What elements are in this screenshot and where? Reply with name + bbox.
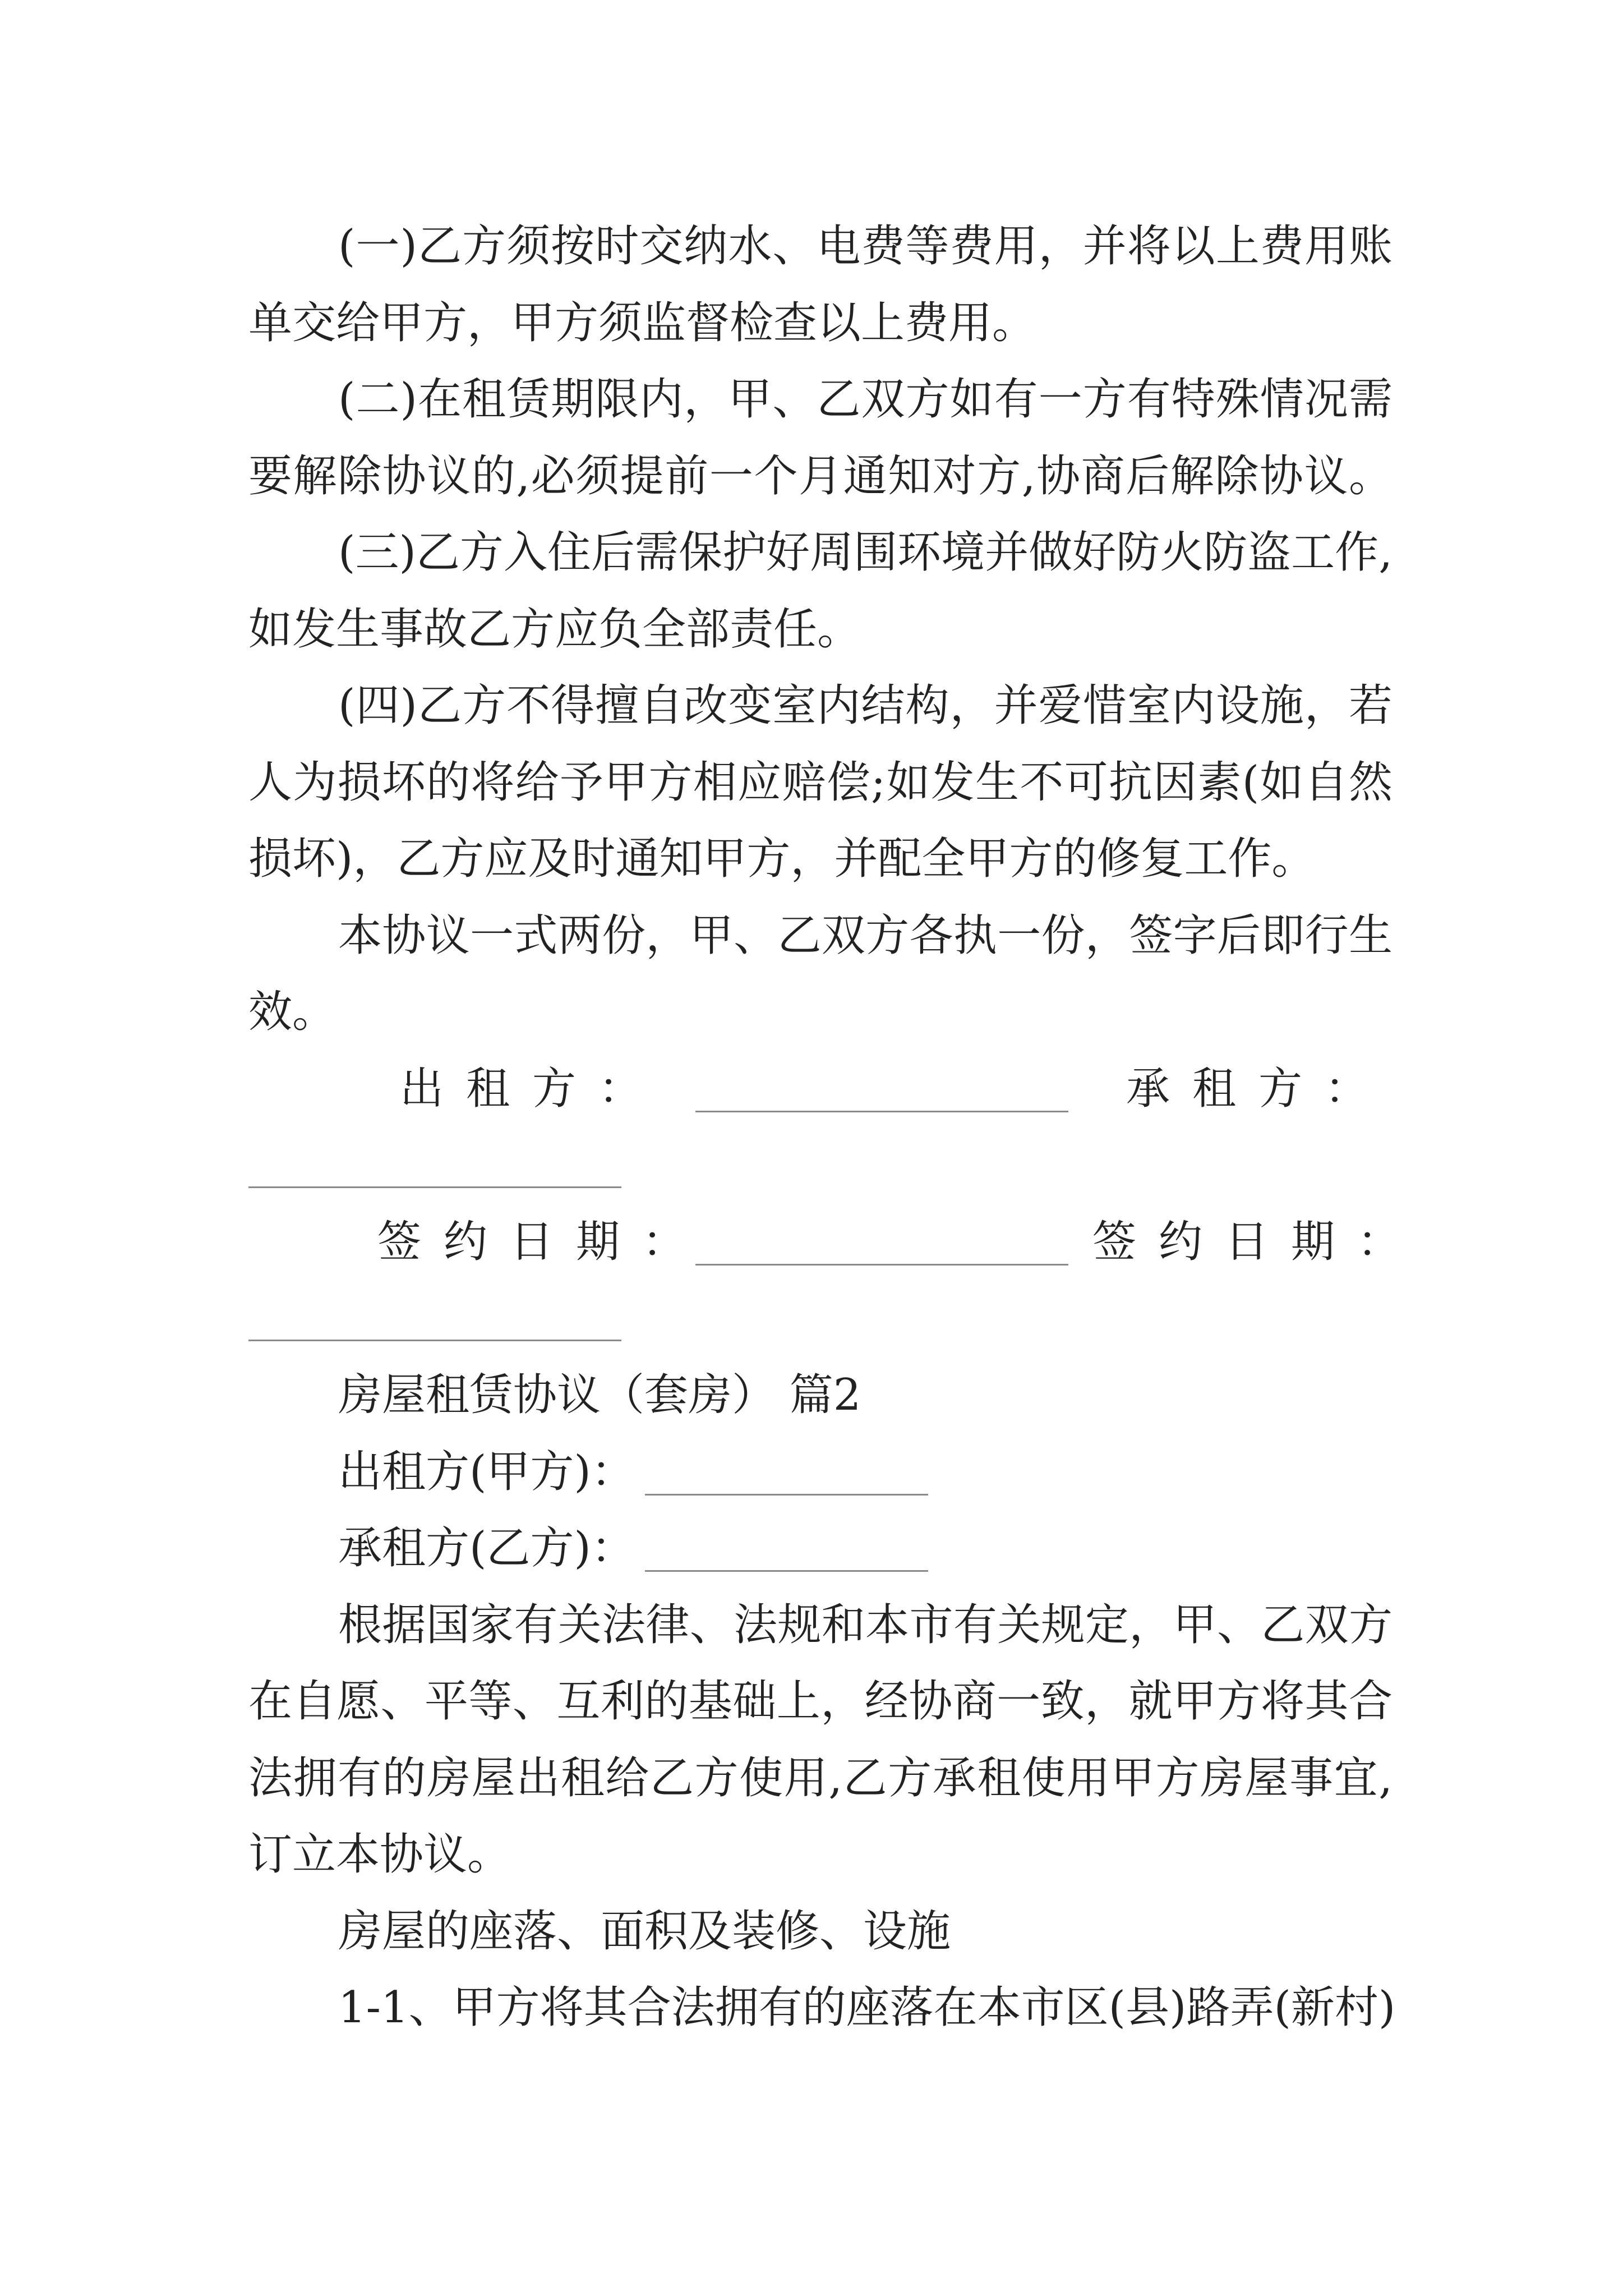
intro-line-4: 订立本协议。 (248, 1829, 511, 1880)
lessor-date-blank (695, 1264, 1068, 1266)
clause-2-line-1: (二)在租赁期限内，甲、乙双方如有一方有特殊情况需 (338, 374, 1393, 425)
lessee-signature-blank (248, 1186, 621, 1188)
party-a-blank (645, 1494, 928, 1496)
intro-line-1: 根据国家有关法律、法规和本市有关规定，甲、乙双方 (338, 1600, 1393, 1650)
party-b-blank (645, 1570, 928, 1572)
clause-1-line-1: (一)乙方须按时交纳水、电费等费用，并将以上费用账 (338, 221, 1393, 272)
clause-4-line-1: (四)乙方不得擅自改变室内结构，并爱惜室内设施，若 (338, 680, 1393, 731)
section-2-title: 房屋租赁协议（套房） 篇2 (338, 1370, 861, 1420)
premises-heading: 房屋的座落、面积及装修、设施 (338, 1906, 951, 1957)
closing-line-1: 本协议一式两份，甲、乙双方各执一份，签字后即行生 (338, 910, 1393, 961)
party-b-label: 承租方(乙方)： (338, 1523, 635, 1573)
clause-1-line-2: 单交给甲方，甲方须监督检查以上费用。 (248, 298, 1036, 348)
lessor-label: 出租方： (400, 1064, 665, 1114)
lessee-date-blank (248, 1340, 621, 1341)
lessee-label: 承租方： (1126, 1064, 1391, 1114)
clause-2-line-2: 要解除协议的,必须提前一个月通知对方,协商后解除协议。 (248, 451, 1393, 501)
clause-3-line-1: (三)乙方入住后需保护好周围环境并做好防火防盗工作, (338, 527, 1393, 578)
clause-1-1: 1-1、甲方将其合法拥有的座落在本市区(县)路弄(新村) (338, 1982, 1396, 2033)
clause-4-line-2: 人为损坏的将给予甲方相应赔偿;如发生不可抗因素(如自然 (248, 757, 1393, 808)
clause-3-line-2: 如发生事故乙方应负全部责任。 (248, 604, 861, 655)
closing-line-2: 效。 (248, 987, 336, 1037)
intro-line-3: 法拥有的房屋出租给乙方使用,乙方承租使用甲方房屋事宜, (248, 1753, 1393, 1803)
clause-4-line-3: 损坏)，乙方应及时通知甲方，并配全甲方的修复工作。 (248, 834, 1316, 884)
lessee-date-label: 签约日期： (1092, 1217, 1424, 1267)
lessor-signature-blank (695, 1111, 1068, 1112)
intro-line-2: 在自愿、平等、互利的基础上，经协商一致，就甲方将其合 (248, 1676, 1393, 1727)
lessor-date-label: 签约日期： (377, 1217, 709, 1267)
party-a-label: 出租方(甲方)： (338, 1447, 635, 1497)
